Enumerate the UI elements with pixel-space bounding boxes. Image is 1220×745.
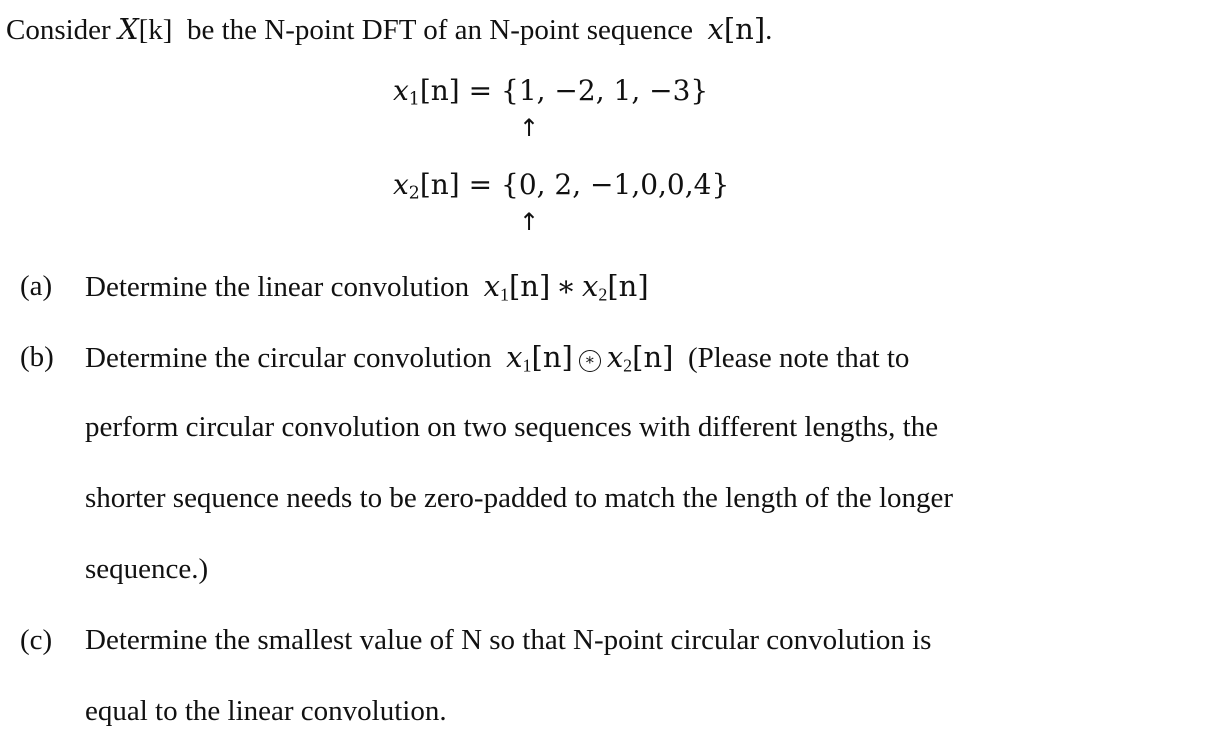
eq2-var: x xyxy=(393,168,409,201)
part-b-rhs-sub: 2 xyxy=(623,355,633,376)
part-b-line-3: shorter sequence needs to be zero-padded to match the length of the longer xyxy=(85,482,954,514)
eq1-equals: = xyxy=(459,74,501,107)
part-a-lhs-sub: 1 xyxy=(499,284,509,305)
part-b-label: (b) xyxy=(20,341,54,373)
part-a-rhs-sub: 2 xyxy=(598,284,608,305)
part-b-line-4: sequence.) xyxy=(85,553,209,585)
part-a-lhs-arg: [n] xyxy=(508,269,551,303)
eq2-subscript: 2 xyxy=(408,183,420,204)
part-a-sentence: Determine the linear convolution xyxy=(85,271,484,303)
eq1-origin-arrow: ↑ xyxy=(519,114,540,142)
part-b-rhs-var: x xyxy=(606,340,624,374)
eq1-var: x xyxy=(393,74,409,107)
part-c-line-2: equal to the linear convolution. xyxy=(85,695,447,727)
intro-line xyxy=(6,12,772,47)
equation-x2 xyxy=(393,168,729,210)
intro-text-before: Consider xyxy=(6,14,118,46)
part-a-rhs-var: x xyxy=(582,269,599,303)
circular-convolution-operator: ∗ xyxy=(579,350,601,372)
part-b-sentence: Determine the circular convolution xyxy=(85,342,507,374)
part-b-lhs-sub: 1 xyxy=(522,355,532,376)
intro-text-end: . xyxy=(765,14,773,46)
intro-text-middle: be the N-point DFT of an N-point sequence xyxy=(172,14,708,46)
equation-x1 xyxy=(393,74,708,116)
eq1-values: {1, −2, 1, −3} xyxy=(501,74,709,107)
part-b-tail: (Please note that to xyxy=(673,342,910,374)
eq1-subscript: 1 xyxy=(408,89,420,110)
eq2-equals: = xyxy=(459,168,501,201)
part-a-text xyxy=(85,269,649,311)
part-b-lhs-var: x xyxy=(506,340,523,374)
dft-index: [k] xyxy=(138,14,173,46)
linear-convolution-operator: ∗ xyxy=(556,271,576,303)
part-c-line-1: Determine the smallest value of N so that N-point circular convolution is xyxy=(85,624,932,656)
part-a-lhs-var: x xyxy=(483,269,500,303)
part-b-first-line xyxy=(85,340,909,382)
part-a-label: (a) xyxy=(20,270,53,302)
part-c-label: (c) xyxy=(20,624,53,656)
part-b-lhs-arg: [n] xyxy=(531,340,573,374)
eq2-values: {0, 2, −1,0,0,4} xyxy=(501,168,730,201)
part-b-rhs-arg: [n] xyxy=(632,340,674,374)
sequence-symbol: x xyxy=(707,12,724,46)
eq1-arg: [n] xyxy=(419,74,460,107)
eq2-arg: [n] xyxy=(419,168,460,201)
eq2-origin-arrow: ↑ xyxy=(519,208,540,236)
part-b-line-2: perform circular convolution on two sequences with different lengths, the xyxy=(85,411,939,443)
sequence-index: [n] xyxy=(723,12,766,46)
part-a-rhs-arg: [n] xyxy=(607,269,649,303)
dft-symbol: X xyxy=(117,12,139,46)
